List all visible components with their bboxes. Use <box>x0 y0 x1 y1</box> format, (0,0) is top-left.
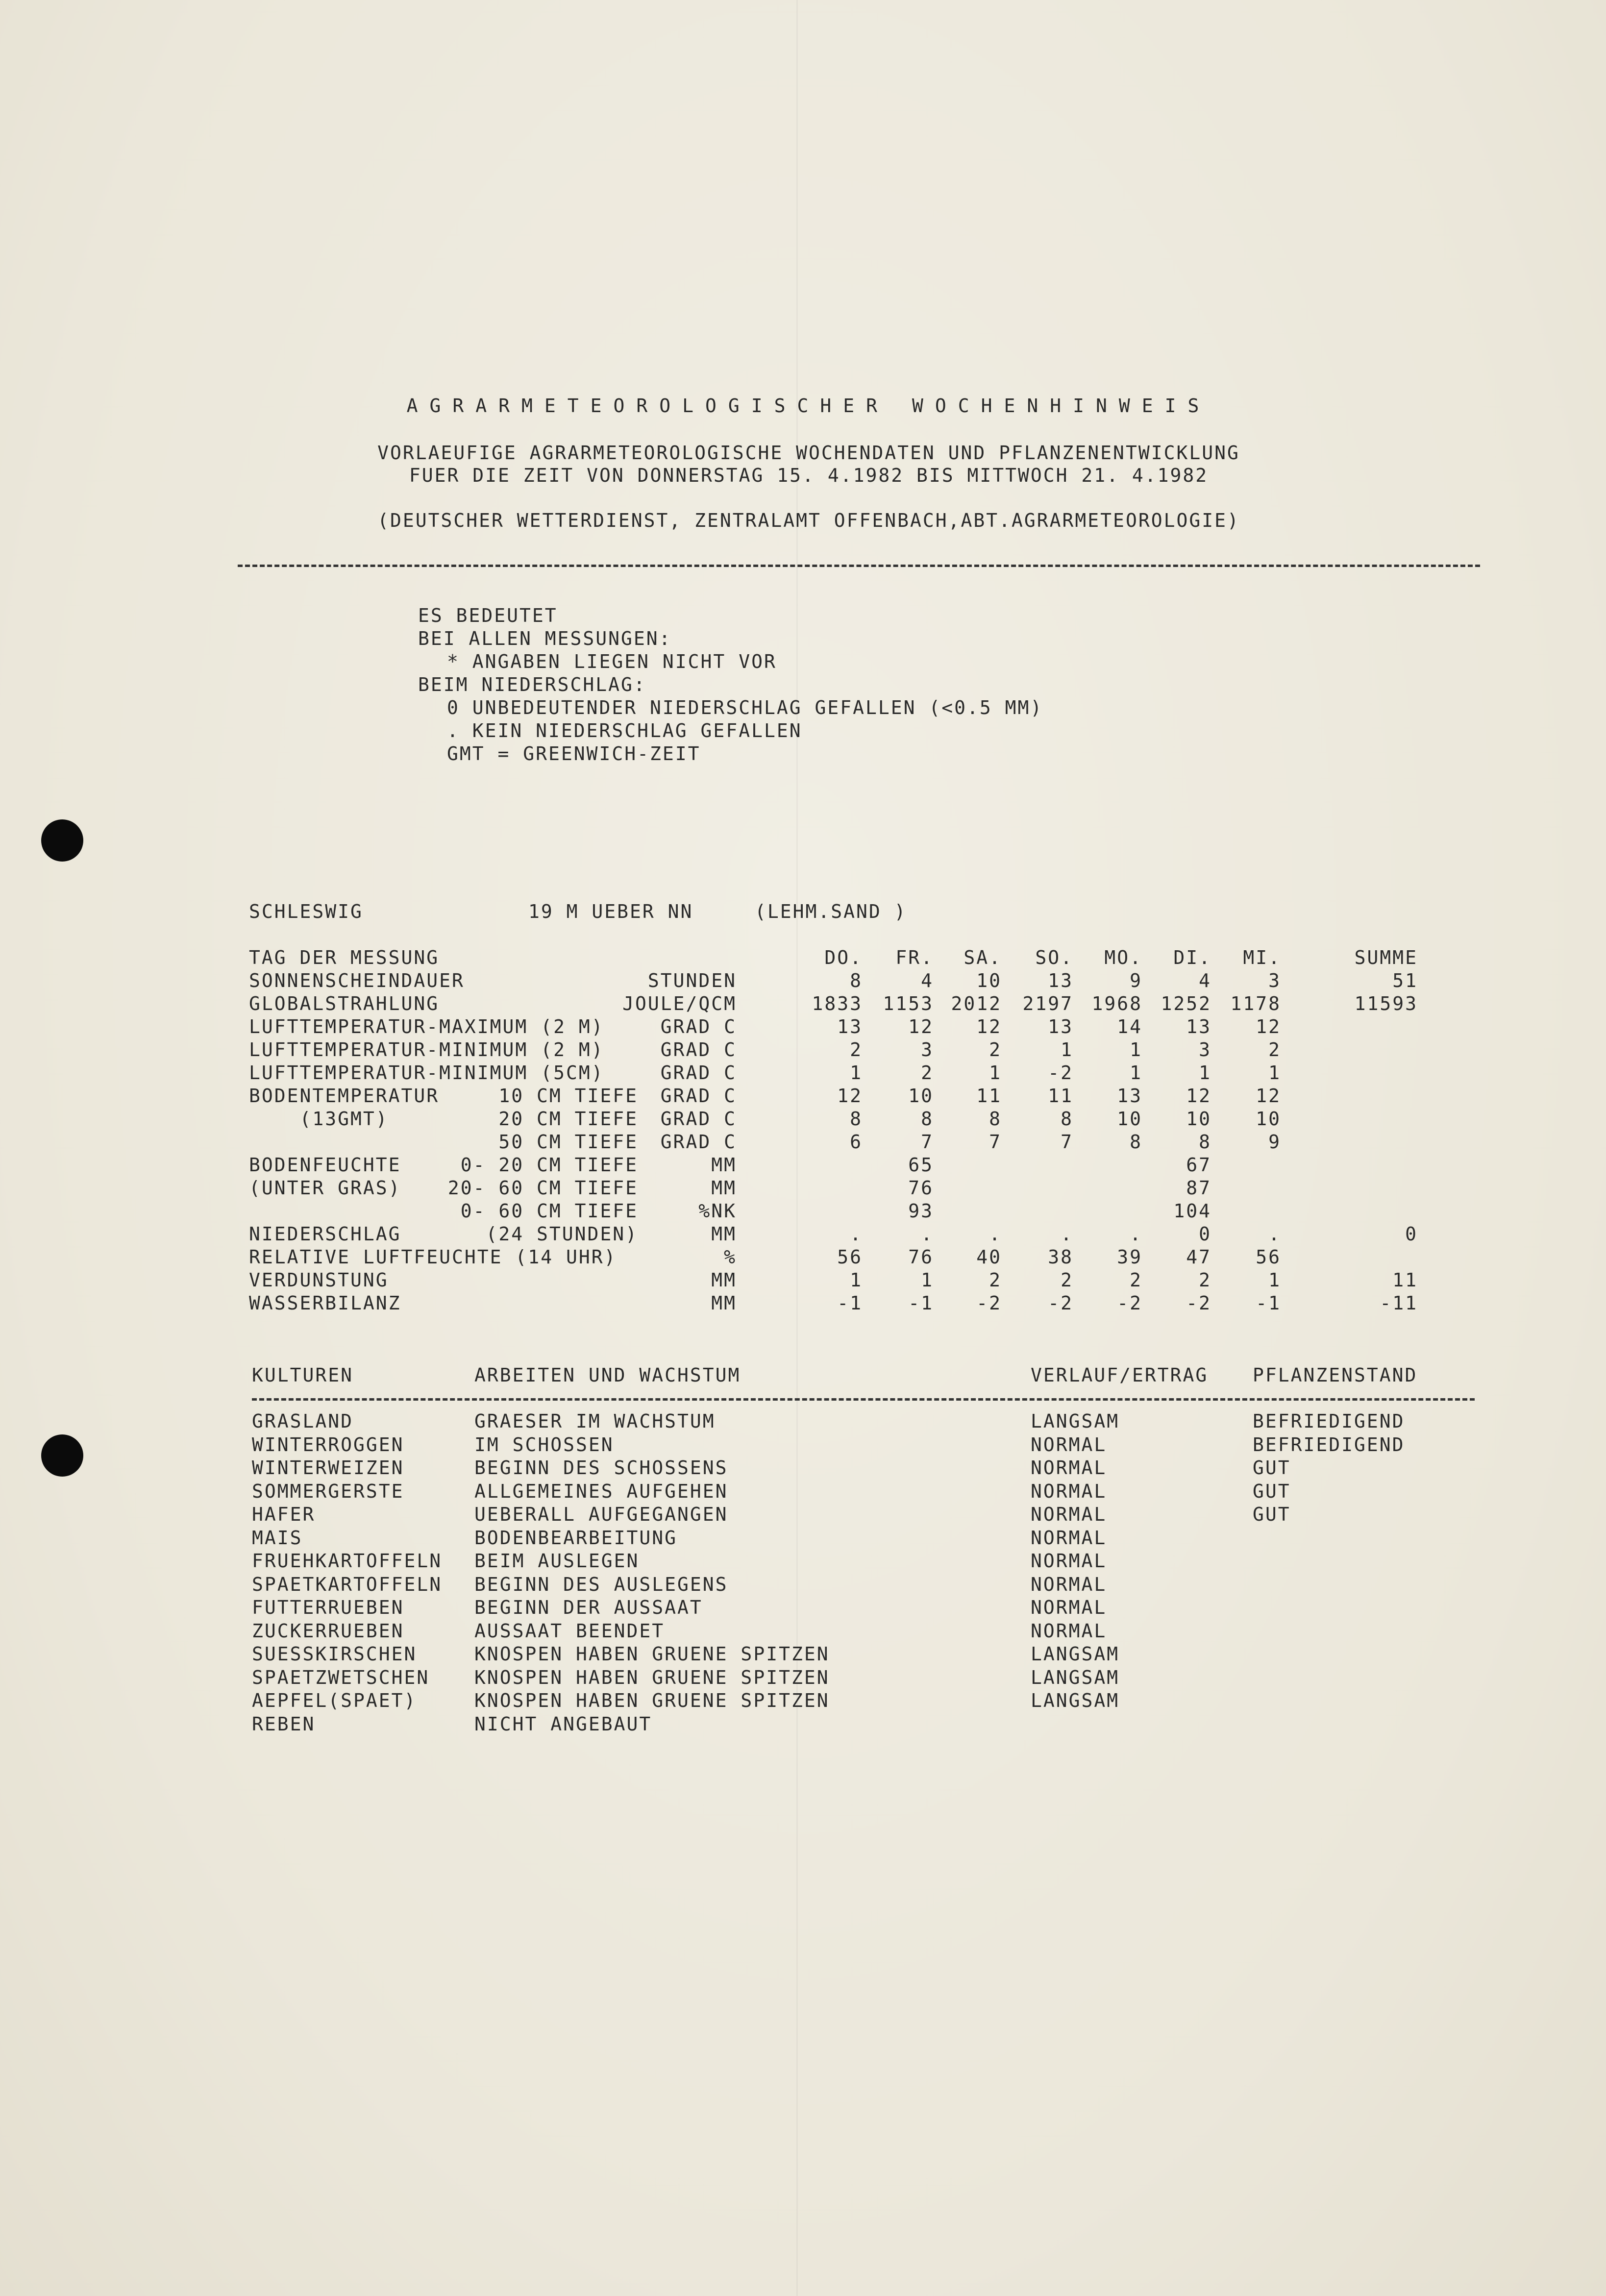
data-cell: 1 <box>1061 1039 1073 1061</box>
row-label: BODENFEUCHTE <box>249 1154 401 1176</box>
data-cell: 2 <box>1199 1269 1211 1291</box>
row-label: BODENTEMPERATUR <box>249 1085 440 1107</box>
crop-name: SPAETKARTOFFELN <box>252 1574 443 1595</box>
legend-line: . KEIN NIEDERSCHLAG GEFALLEN <box>447 720 802 741</box>
crop-activity: KNOSPEN HABEN GRUENE SPITZEN <box>474 1667 830 1688</box>
row-unit: MM <box>711 1177 737 1199</box>
data-cell: 1 <box>1199 1062 1211 1084</box>
crops-header-kulturen: KULTUREN <box>252 1364 354 1386</box>
data-cell: 1 <box>1130 1062 1142 1084</box>
row-sublabel: 0- 20 CM TIEFE <box>460 1154 638 1176</box>
crop-name: WINTERWEIZEN <box>252 1457 404 1479</box>
row-label: WASSERBILANZ <box>249 1292 401 1314</box>
data-cell: -2 <box>1186 1292 1211 1314</box>
crops-header-stand: PFLANZENSTAND <box>1253 1364 1418 1386</box>
row-unit: STUNDEN <box>647 970 737 991</box>
data-cell: 13 <box>1186 1016 1211 1037</box>
legend-line: 0 UNBEDEUTENDER NIEDERSCHLAG GEFALLEN (<0.5 MM) <box>447 697 1043 718</box>
data-cell: 2012 <box>951 993 1002 1014</box>
crop-progress: NORMAL <box>1031 1597 1107 1618</box>
sum-cell: 11 <box>1392 1269 1418 1291</box>
crop-name: REBEN <box>252 1713 316 1735</box>
data-cell: 8 <box>921 1108 934 1130</box>
crop-condition: BEFRIEDIGEND <box>1253 1410 1405 1432</box>
row-unit: JOULE/QCM <box>622 993 737 1014</box>
crop-progress: NORMAL <box>1031 1527 1107 1549</box>
data-cell: 2197 <box>1022 993 1073 1014</box>
data-cell: 1153 <box>883 993 934 1014</box>
row-label: VERDUNSTUNG <box>249 1269 389 1291</box>
separator-line <box>238 565 1480 567</box>
data-cell: 1968 <box>1091 993 1142 1014</box>
sum-cell: 11593 <box>1354 993 1418 1014</box>
crop-activity: AUSSAAT BEENDET <box>474 1620 665 1642</box>
data-cell: 10 <box>1256 1108 1281 1130</box>
station-soil: (LEHM.SAND ) <box>755 901 907 922</box>
data-cell: 10 <box>1117 1108 1142 1130</box>
crop-name: SUESSKIRSCHEN <box>252 1643 417 1665</box>
crop-activity: UEBERALL AUFGEGANGEN <box>474 1504 728 1525</box>
data-cell: 56 <box>837 1246 863 1268</box>
crop-activity: BEGINN DES AUSLEGENS <box>474 1574 728 1595</box>
data-cell: 11 <box>1048 1085 1073 1107</box>
row-unit: GRAD C <box>660 1062 737 1084</box>
crop-progress: LANGSAM <box>1031 1410 1120 1432</box>
row-unit: GRAD C <box>660 1131 737 1153</box>
legend-line: BEI ALLEN MESSUNGEN: <box>418 628 672 649</box>
data-cell: 4 <box>921 970 934 991</box>
data-cell: 76 <box>908 1177 934 1199</box>
station-elevation: 19 M UEBER NN <box>528 901 693 922</box>
data-cell: . <box>989 1223 1002 1245</box>
data-cell: 2 <box>1061 1269 1073 1291</box>
crop-name: GRASLAND <box>252 1410 354 1432</box>
data-cell: . <box>850 1223 863 1245</box>
data-cell: 6 <box>850 1131 863 1153</box>
data-cell: 2 <box>989 1269 1002 1291</box>
crop-activity: KNOSPEN HABEN GRUENE SPITZEN <box>474 1643 830 1665</box>
row-label: LUFTTEMPERATUR-MAXIMUM (2 M) <box>249 1016 604 1037</box>
sum-cell: 0 <box>1405 1223 1418 1245</box>
day-header: SO. <box>1035 947 1073 968</box>
data-cell: . <box>921 1223 934 1245</box>
data-cell: 3 <box>1199 1039 1211 1061</box>
data-cell: 1 <box>850 1062 863 1084</box>
row-sublabel: 20 CM TIEFE <box>498 1108 638 1130</box>
crop-activity: BEIM AUSLEGEN <box>474 1550 640 1572</box>
data-cell: 93 <box>908 1200 934 1222</box>
sum-header: SUMME <box>1354 947 1418 968</box>
crop-name: HAFER <box>252 1504 316 1525</box>
row-sublabel: 50 CM TIEFE <box>498 1131 638 1153</box>
data-cell: 3 <box>1268 970 1281 991</box>
data-cell: 104 <box>1173 1200 1211 1222</box>
data-cell: 9 <box>1268 1131 1281 1153</box>
row-unit: %NK <box>698 1200 737 1222</box>
data-cell: -1 <box>1256 1292 1281 1314</box>
data-cell: -1 <box>837 1292 863 1314</box>
crops-header-arbeiten: ARBEITEN UND WACHSTUM <box>474 1364 741 1386</box>
row-unit: MM <box>711 1269 737 1291</box>
punch-hole-bottom <box>41 1434 83 1477</box>
data-cell: 12 <box>976 1016 1002 1037</box>
station-name: SCHLESWIG <box>249 901 363 922</box>
data-cell: 47 <box>1186 1246 1211 1268</box>
data-cell: 1 <box>1268 1062 1281 1084</box>
data-cell: -2 <box>1048 1062 1073 1084</box>
day-header: DO. <box>824 947 863 968</box>
row-unit: MM <box>711 1292 737 1314</box>
crop-name: AEPFEL(SPAET) <box>252 1690 417 1711</box>
crop-activity: KNOSPEN HABEN GRUENE SPITZEN <box>474 1690 830 1711</box>
data-cell: 65 <box>908 1154 934 1176</box>
crop-name: ZUCKERRUEBEN <box>252 1620 404 1642</box>
crop-activity: IM SCHOSSEN <box>474 1434 614 1456</box>
row-unit: GRAD C <box>660 1016 737 1037</box>
data-cell: . <box>1130 1223 1142 1245</box>
data-cell: 2 <box>921 1062 934 1084</box>
legend-line: ES BEDEUTET <box>418 605 558 626</box>
data-cell: 4 <box>1199 970 1211 991</box>
crop-progress: NORMAL <box>1031 1457 1107 1479</box>
crop-progress: NORMAL <box>1031 1434 1107 1456</box>
day-header: SA. <box>964 947 1002 968</box>
legend-line: BEIM NIEDERSCHLAG: <box>418 674 646 695</box>
data-cell: 12 <box>837 1085 863 1107</box>
data-cell: 2 <box>989 1039 1002 1061</box>
crop-activity: BEGINN DES SCHOSSENS <box>474 1457 728 1479</box>
data-cell: 2 <box>1268 1039 1281 1061</box>
data-cell: 8 <box>850 970 863 991</box>
crop-progress: LANGSAM <box>1031 1643 1120 1665</box>
data-cell: 87 <box>1186 1177 1211 1199</box>
data-cell: 8 <box>1199 1131 1211 1153</box>
data-cell: 1 <box>1268 1269 1281 1291</box>
row-unit: MM <box>711 1154 737 1176</box>
data-cell: 12 <box>1256 1085 1281 1107</box>
data-cell: -2 <box>976 1292 1002 1314</box>
crop-progress: LANGSAM <box>1031 1690 1120 1711</box>
data-cell: 8 <box>1130 1131 1142 1153</box>
crop-name: FUTTERRUEBEN <box>252 1597 404 1618</box>
row-label: SONNENSCHEINDAUER <box>249 970 465 991</box>
issuing-agency: (DEUTSCHER WETTERDIENST, ZENTRALAMT OFFENBACH,ABT.AGRARMETEOROLOGIE) <box>377 510 1240 531</box>
data-cell: 10 <box>908 1085 934 1107</box>
crop-name: MAIS <box>252 1527 303 1549</box>
data-cell: 8 <box>850 1108 863 1130</box>
data-cell: 7 <box>1061 1131 1073 1153</box>
crop-progress: NORMAL <box>1031 1504 1107 1525</box>
data-cell: 12 <box>1186 1085 1211 1107</box>
data-cell: 2 <box>1130 1269 1142 1291</box>
data-cell: 13 <box>1048 970 1073 991</box>
data-cell: 13 <box>1117 1085 1142 1107</box>
row-label: (13GMT) <box>249 1108 389 1130</box>
data-cell: 0 <box>1199 1223 1211 1245</box>
row-unit: GRAD C <box>660 1085 737 1107</box>
sum-cell: -11 <box>1380 1292 1418 1314</box>
row-label: (UNTER GRAS) <box>249 1177 401 1199</box>
data-cell: 1 <box>850 1269 863 1291</box>
document-title: AGRARMETEOROLOGISCHER WOCHENHINWEIS <box>406 395 1211 417</box>
row-unit: MM <box>711 1223 737 1245</box>
crop-activity: GRAESER IM WACHSTUM <box>474 1410 716 1432</box>
crop-condition: GUT <box>1253 1504 1291 1525</box>
row-label: LUFTTEMPERATUR-MINIMUM (5CM) <box>249 1062 604 1084</box>
legend-line: GMT = GREENWICH-ZEIT <box>447 743 701 765</box>
data-cell: 39 <box>1117 1246 1142 1268</box>
row-label: GLOBALSTRAHLUNG <box>249 993 440 1014</box>
row-label: NIEDERSCHLAG <box>249 1223 401 1245</box>
document-subtitle: VORLAEUFIGE AGRARMETEOROLOGISCHE WOCHENDATEN UND PFLANZENENTWICKLUNG <box>377 442 1240 464</box>
crop-name: SPAETZWETSCHEN <box>252 1667 430 1688</box>
crop-name: SOMMERGERSTE <box>252 1481 404 1502</box>
data-cell: 13 <box>837 1016 863 1037</box>
crop-activity: NICHT ANGEBAUT <box>474 1713 652 1735</box>
data-cell: 56 <box>1256 1246 1281 1268</box>
data-cell: 9 <box>1130 970 1142 991</box>
data-cell: 1 <box>921 1269 934 1291</box>
crop-name: WINTERROGGEN <box>252 1434 404 1456</box>
row-label: TAG DER MESSUNG <box>249 947 440 968</box>
data-cell: -1 <box>908 1292 934 1314</box>
crop-condition: GUT <box>1253 1457 1291 1479</box>
data-cell: 8 <box>989 1108 1002 1130</box>
crop-activity: ALLGEMEINES AUFGEHEN <box>474 1481 728 1502</box>
data-cell: 2 <box>850 1039 863 1061</box>
crop-progress: NORMAL <box>1031 1574 1107 1595</box>
crops-header-verlauf: VERLAUF/ERTRAG <box>1031 1364 1209 1386</box>
crop-progress: NORMAL <box>1031 1481 1107 1502</box>
data-cell: 1252 <box>1161 993 1211 1014</box>
data-cell: 12 <box>1256 1016 1281 1037</box>
row-sublabel: 10 CM TIEFE <box>498 1085 638 1107</box>
punch-hole-top <box>41 819 83 862</box>
data-cell: 38 <box>1048 1246 1073 1268</box>
data-cell: 14 <box>1117 1016 1142 1037</box>
legend-line: * ANGABEN LIEGEN NICHT VOR <box>447 651 777 672</box>
row-unit: GRAD C <box>660 1108 737 1130</box>
data-cell: 8 <box>1061 1108 1073 1130</box>
row-sublabel: (24 STUNDEN) <box>486 1223 638 1245</box>
data-cell: 7 <box>921 1131 934 1153</box>
data-cell: 1833 <box>812 993 863 1014</box>
data-cell: 1178 <box>1230 993 1281 1014</box>
data-cell: 40 <box>976 1246 1002 1268</box>
data-cell: 10 <box>1186 1108 1211 1130</box>
crops-header-separator <box>252 1398 1475 1401</box>
crop-condition: BEFRIEDIGEND <box>1253 1434 1405 1456</box>
row-unit: GRAD C <box>660 1039 737 1061</box>
data-cell: 11 <box>976 1085 1002 1107</box>
date-range: FUER DIE ZEIT VON DONNERSTAG 15. 4.1982 BIS MITTWOCH 21. 4.1982 <box>409 465 1209 486</box>
row-sublabel: 0- 60 CM TIEFE <box>460 1200 638 1222</box>
data-cell: 67 <box>1186 1154 1211 1176</box>
data-cell: 12 <box>908 1016 934 1037</box>
crop-progress: NORMAL <box>1031 1620 1107 1642</box>
day-header: FR. <box>895 947 934 968</box>
data-cell: 76 <box>908 1246 934 1268</box>
data-cell: 10 <box>976 970 1002 991</box>
crop-progress: LANGSAM <box>1031 1667 1120 1688</box>
row-sublabel: 20- 60 CM TIEFE <box>447 1177 638 1199</box>
data-cell: . <box>1268 1223 1281 1245</box>
row-label: RELATIVE LUFTFEUCHTE (14 UHR) <box>249 1246 617 1268</box>
data-cell: 1 <box>1130 1039 1142 1061</box>
data-cell: 7 <box>989 1131 1002 1153</box>
data-cell: 3 <box>921 1039 934 1061</box>
data-cell: . <box>1061 1223 1073 1245</box>
data-cell: 1 <box>989 1062 1002 1084</box>
crop-name: FRUEHKARTOFFELN <box>252 1550 443 1572</box>
row-unit: % <box>724 1246 737 1268</box>
data-cell: -2 <box>1117 1292 1142 1314</box>
crop-activity: BEGINN DER AUSSAAT <box>474 1597 703 1618</box>
crop-condition: GUT <box>1253 1481 1291 1502</box>
sum-cell: 51 <box>1392 970 1418 991</box>
day-header: MI. <box>1243 947 1281 968</box>
data-cell: 13 <box>1048 1016 1073 1037</box>
day-header: MO. <box>1104 947 1142 968</box>
crop-progress: NORMAL <box>1031 1550 1107 1572</box>
crop-activity: BODENBEARBEITUNG <box>474 1527 678 1549</box>
data-cell: -2 <box>1048 1292 1073 1314</box>
day-header: DI. <box>1173 947 1211 968</box>
row-label: LUFTTEMPERATUR-MINIMUM (2 M) <box>249 1039 604 1061</box>
